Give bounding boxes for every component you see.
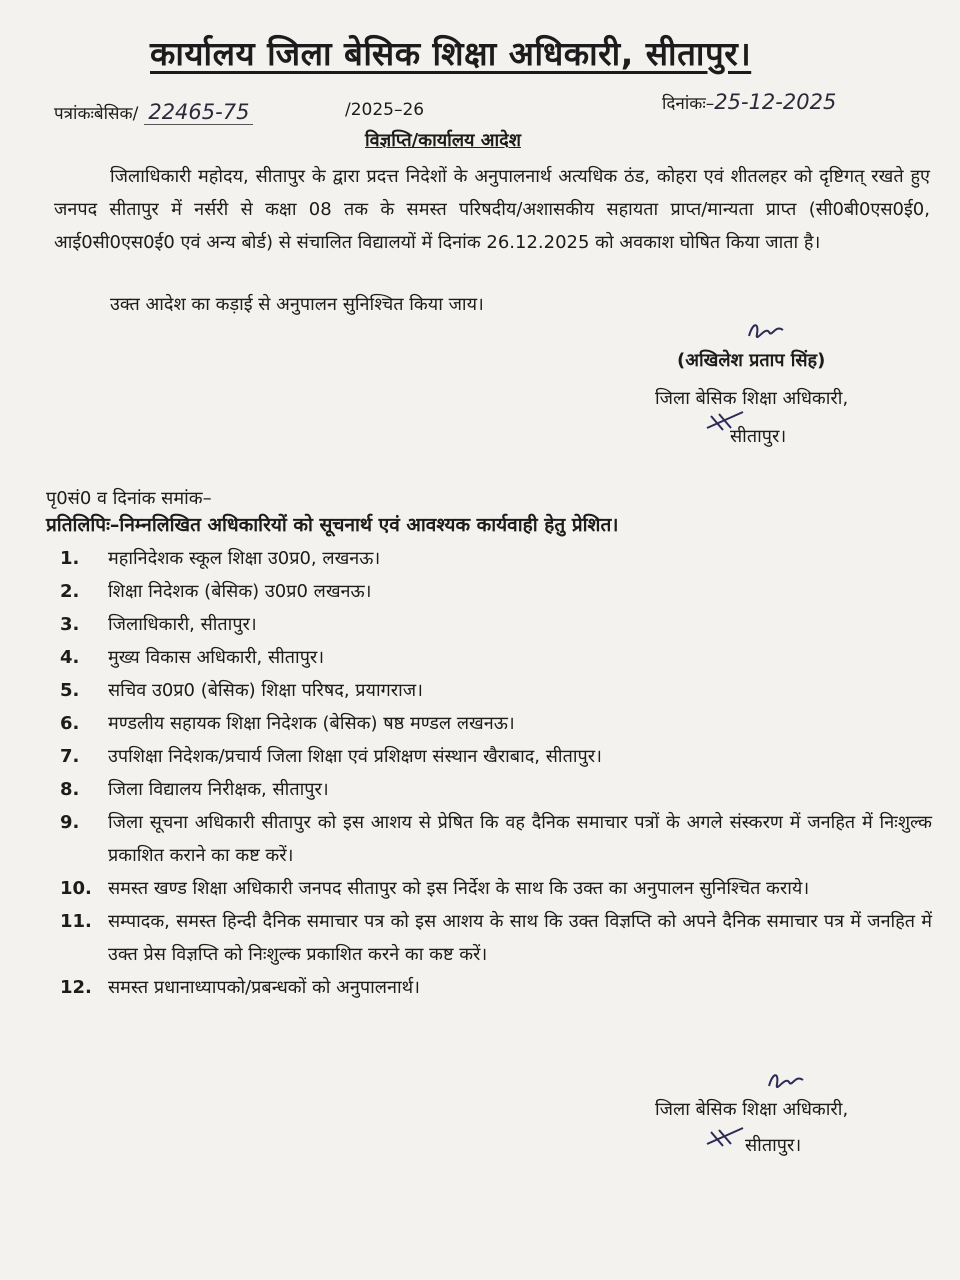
- list-item: [60, 905, 932, 971]
- list-item-number: 6.: [60, 713, 80, 734]
- signatory-designation: जिला बेसिक शिक्षा अधिकारी,: [655, 388, 849, 409]
- list-item-text: जिला सूचना अधिकारी सीतापुर को इस आशय से प्रेषित कि वह दैनिक समाचार पत्रों के अगले संस्करण में जनहित में निःशुल्क प्रकाशित कराने का कष्ट करें।: [108, 812, 932, 866]
- list-item-text: मण्डलीय सहायक शिक्षा निदेशक (बेसिक) षष्ठ मण्डल लखनऊ।: [108, 713, 515, 734]
- list-item-number: 11.: [60, 911, 92, 932]
- list-item-number: 3.: [60, 614, 80, 635]
- list-item: [60, 674, 932, 707]
- list-item-text: सम्पादक, समस्त हिन्दी दैनिक समाचार पत्र को इस आशय के साथ कि उक्त विज्ञप्ति को अपने दैनिक समाचार पत्र में जनहित में उक्त प्रेस विज्ञप्ति को निःशुल्क प्रकाशित करने का कष्ट करें।: [108, 911, 932, 965]
- date-label: दिनांकः–: [662, 94, 715, 114]
- list-item: [60, 971, 932, 1004]
- signatory-city: सीतापुर।: [745, 1135, 802, 1156]
- initial-mark-2: [705, 1124, 745, 1150]
- list-item-text: महानिदेशक स्कूल शिक्षा उ0प्र0, लखनऊ।: [108, 548, 381, 569]
- order-paragraph-2: उक्त आदेश का कड़ाई से अनुपालन सुनिश्चित किया जाय।: [110, 294, 484, 315]
- list-item-text: मुख्य विकास अधिकारी, सीतापुर।: [108, 647, 325, 668]
- list-item-number: 9.: [60, 812, 80, 833]
- list-item-text: जिलाधिकारी, सीतापुर।: [108, 614, 257, 635]
- list-item: [60, 542, 932, 575]
- copy-heading: प्रतिलिपिः–निम्नलिखित अधिकारियों को सूचनार्थ एवं आवश्यक कार्यवाही हेतु प्रेशित।: [46, 514, 619, 536]
- list-item: [60, 707, 932, 740]
- list-item-text: उपशिक्षा निदेशक/प्रचार्य जिला शिक्षा एवं प्रशिक्षण संस्थान खैराबाद, सीतापुर।: [108, 746, 602, 767]
- date-value-handwritten: 25-12-2025: [714, 90, 837, 114]
- date-line: [662, 90, 836, 114]
- ref-number-handwritten: 22465-75: [144, 100, 253, 125]
- list-item-text: जिला विद्यालय निरीक्षक, सीतापुर।: [108, 779, 329, 800]
- ref-prefix: पत्रांकःबेसिक/: [54, 104, 139, 124]
- order-heading: विज्ञप्ति/कार्यालय आदेश: [365, 130, 521, 151]
- list-item-text: समस्त खण्ड शिक्षा अधिकारी जनपद सीतापुर को इस निर्देश के साथ कि उक्त का अनुपालन सुनिश्चित कराये।: [108, 878, 810, 899]
- signature-block-1: [655, 342, 848, 456]
- list-item-text: सचिव उ0प्र0 (बेसिक) शिक्षा परिषद, प्रयागराज।: [108, 680, 423, 701]
- list-item: [60, 740, 932, 773]
- signatory-city: सीतापुर।: [730, 426, 787, 447]
- copy-recipients-list: [60, 542, 932, 1004]
- list-item-number: 7.: [60, 746, 80, 767]
- list-item: [60, 641, 932, 674]
- list-item-number: 5.: [60, 680, 80, 701]
- list-item-number: 12.: [60, 977, 92, 998]
- list-item: [60, 575, 932, 608]
- signatory-designation: जिला बेसिक शिक्षा अधिकारी,: [655, 1099, 849, 1120]
- list-item-number: 4.: [60, 647, 80, 668]
- list-item: [60, 872, 932, 905]
- office-title: कार्यालय जिला बेसिक शिक्षा अधिकारी, सीतापुर।: [150, 34, 752, 73]
- copy-reference-line: पृ0सं0 व दिनांक समांक–: [46, 488, 212, 509]
- signature-block-2: [655, 1092, 848, 1164]
- list-item-number: 2.: [60, 581, 80, 602]
- list-item-text: समस्त प्रधानाध्यापको/प्रबन्धकों को अनुपालनार्थ।: [108, 977, 420, 998]
- reference-line: [54, 100, 259, 124]
- list-item-number: 10.: [60, 878, 92, 899]
- list-item-text: शिक्षा निदेशक (बेसिक) उ0प्र0 लखनऊ।: [108, 581, 372, 602]
- list-item-number: 8.: [60, 779, 80, 800]
- order-paragraph-1: जिलाधिकारी महोदय, सीतापुर के द्वारा प्रदत्त निदेशों के अनुपालनार्थ अत्यधिक ठंड, कोहरा एवं शीतलहर को दृष्टिगत् रखते हुए जनपद सीतापुर में नर्सरी से कक्षा 08 तक के समस्त परिषदीय/अशासकीय सहायता प्राप्त/मान्यता प्राप्त (सी0बी0एस0ई0, आई0सी0एस0ई0 एवं अन्य बोर्ड) से संचालित विद्यालयों में दिनांक 26.12.2025 को अवकाश घोषित किया जाता है।: [54, 166, 930, 253]
- ref-year: /2025–26: [345, 100, 425, 120]
- list-item: [60, 608, 932, 641]
- signatory-name: (अखिलेश प्रताप सिंह): [677, 350, 826, 371]
- list-item-number: 1.: [60, 548, 80, 569]
- list-item: [60, 806, 932, 872]
- initial-mark-1: [705, 408, 745, 434]
- list-item: [60, 773, 932, 806]
